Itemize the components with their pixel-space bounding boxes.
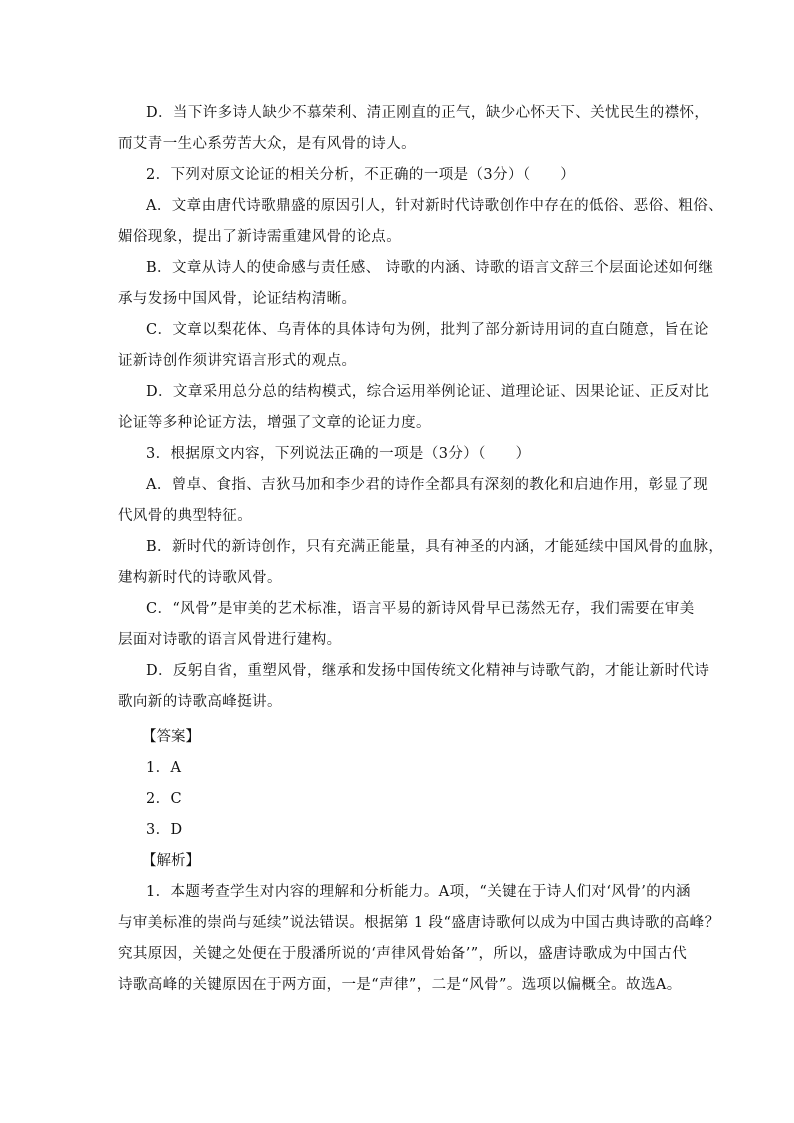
- q3-option-c-line2: 层面对诗歌的语言风骨进行建构。: [118, 632, 342, 648]
- q3-option-c-line1: C．“风骨”是审美的艺术标准，语言平易的新诗风骨早已荡然无存，我们需要在审美: [146, 601, 695, 617]
- q3-option-a-line1: A．曾卓、食指、吉狄马加和李少君的诗作全都具有深刻的教化和启迪作用，彰显了现: [146, 477, 709, 493]
- q2-option-b-line1: B．文章从诗人的使命感与责任感、 诗歌的内涵、诗歌的语言文辞三个层面论述如何继: [146, 260, 714, 276]
- q3-option-d-line1: D．反躬自省，重塑风骨，继承和发扬中国传统文化精神与诗歌气韵，才能让新时代诗: [146, 663, 710, 679]
- q2-option-c-line1: C．文章以梨花体、乌青体的具体诗句为例，批判了部分新诗用词的直白随意，旨在论: [146, 322, 709, 338]
- q2-option-a-line2: 媚俗现象，提出了新诗需重建风骨的论点。: [118, 229, 402, 245]
- analysis-line4: 诗歌高峰的关键原因在于两方面，一是“声律”，二是“风骨”。选项以偏概全。故选A。: [118, 977, 682, 993]
- q3-option-b-line2: 建构新时代的诗歌风骨。: [118, 570, 282, 586]
- q2-option-d-line2: 论证等多种论证方法，增强了文章的论证力度。: [118, 415, 431, 431]
- q3-option-b-line1: B．新时代的新诗创作，只有充满正能量，具有神圣的内涵，才能延续中国风骨的血脉，: [146, 539, 724, 555]
- q1-option-d-line1: D．当下许多诗人缺少不慕荣利、清正刚直的正气，缺少心怀天下、关忧民生的襟怀，: [146, 105, 710, 121]
- analysis-line2: 与审美标准的崇尚与延续”说法错误。根据第 1 段“盛唐诗歌何以成为中国古典诗歌的高峰？: [118, 915, 720, 931]
- answer-item: 3．D: [146, 822, 183, 838]
- analysis-line1: 1．本题考查学生对内容的理解和分析能力。A项，“关键在于诗人们对‘风骨’的内涵: [146, 884, 691, 900]
- q3-option-d-line2: 歌向新的诗歌高峰挺讲。: [118, 694, 282, 710]
- q3-stem: 3．根据原文内容，下列说法正确的一项是（3分）（ ）: [146, 446, 531, 462]
- answer-item: 1．A: [146, 760, 182, 776]
- q2-option-a-line1: A．文章由唐代诗歌鼎盛的原因引人，针对新时代诗歌创作中存在的低俗、恶俗、粗俗、: [146, 198, 724, 214]
- analysis-heading: 【解析】: [142, 853, 200, 869]
- q2-option-b-line2: 承与发扬中国风骨，论证结构清晰。: [118, 291, 357, 307]
- q2-option-c-line2: 证新诗创作须讲究语言形式的观点。: [118, 353, 357, 369]
- q1-option-d-line2: 而艾青一生心系劳苦大众，是有风骨的诗人。: [118, 136, 416, 152]
- q3-option-a-line2: 代风骨的典型特征。: [118, 508, 253, 524]
- answer-heading: 【答案】: [142, 729, 200, 745]
- q2-option-d-line1: D．文章采用总分总的结构模式，综合运用举例论证、道理论证、因果论证、正反对比: [146, 384, 710, 400]
- answer-item: 2．C: [146, 791, 183, 807]
- q2-stem: 2．下列对原文论证的相关分析，不正确的一项是（3分）（ ）: [146, 167, 576, 183]
- analysis-line3: 究其原因，关键之处便在于殷潘所说的‘声律风骨始备’”，所以，盛唐诗歌成为中国古代: [118, 946, 688, 962]
